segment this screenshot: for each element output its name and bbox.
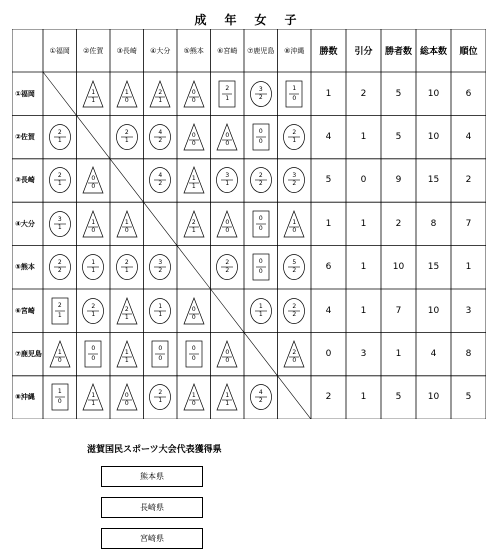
match-winners: 0 xyxy=(91,226,96,234)
loss-triangle-mark xyxy=(82,383,104,411)
column-header-team: ②佐賀 xyxy=(83,46,104,55)
row-header-team: ⑦鹿児島 xyxy=(15,350,42,359)
match-cell xyxy=(177,202,211,245)
match-cell xyxy=(43,159,77,202)
match-winners: 1 xyxy=(91,96,96,104)
match-points: 2 xyxy=(57,129,62,137)
match-cell xyxy=(278,159,312,202)
stat-value: 1 xyxy=(325,88,332,99)
match-points: 2 xyxy=(124,129,129,137)
stat-value: 6 xyxy=(325,262,332,273)
match-points: 1 xyxy=(91,392,96,400)
match-winners: 1 xyxy=(124,357,129,365)
match-cell xyxy=(177,72,211,115)
match-winners: 0 xyxy=(258,224,263,232)
column-header-team: ④大分 xyxy=(150,46,171,55)
loss-triangle-mark xyxy=(283,210,305,238)
match-points: 0 xyxy=(225,218,230,226)
stat-value: 1 xyxy=(325,218,332,229)
win-circle-mark xyxy=(283,166,305,194)
match-points: 0 xyxy=(258,214,263,222)
win-circle-mark xyxy=(250,383,272,411)
match-cell xyxy=(144,72,178,115)
match-winners: 0 xyxy=(191,313,196,321)
loss-triangle-mark xyxy=(116,340,138,368)
match-winners: 2 xyxy=(292,180,297,188)
column-header-team: ⑧沖縄 xyxy=(284,46,305,55)
loss-triangle-mark xyxy=(283,340,305,368)
match-winners: 2 xyxy=(57,267,62,275)
stat-value: 8 xyxy=(430,218,437,229)
match-points: 0 xyxy=(258,258,263,266)
match-winners: 2 xyxy=(258,93,263,101)
match-cell xyxy=(244,202,278,245)
match-points: 2 xyxy=(57,172,62,180)
match-points: 0 xyxy=(258,128,263,136)
row-header-team: ⑧沖縄 xyxy=(15,393,35,402)
match-cell xyxy=(211,115,245,158)
stat-value: 15 xyxy=(427,262,440,273)
win-circle-mark xyxy=(49,166,71,194)
match-cell xyxy=(110,332,144,375)
row-header-team: ②佐賀 xyxy=(15,133,35,142)
match-points: 0 xyxy=(91,345,96,353)
match-points: 0 xyxy=(191,132,196,140)
match-points: 4 xyxy=(158,172,163,180)
row-header-team: ①福岡 xyxy=(15,89,35,98)
stat-value: 8 xyxy=(465,349,472,360)
match-points: 1 xyxy=(191,175,196,183)
match-cell xyxy=(144,246,178,289)
match-winners: 0 xyxy=(258,268,263,276)
match-cell xyxy=(110,289,144,332)
match-winners: 1 xyxy=(225,180,230,188)
match-winners: 0 xyxy=(292,357,297,365)
loss-triangle-mark xyxy=(216,383,238,411)
match-cell xyxy=(43,115,77,158)
match-points: 2 xyxy=(124,259,129,267)
stat-value: 3 xyxy=(360,349,367,360)
match-cell xyxy=(177,246,211,289)
stat-value: 7 xyxy=(395,305,402,316)
match-cell xyxy=(244,332,278,375)
match-cell xyxy=(43,332,77,375)
match-points: 2 xyxy=(292,349,297,357)
win-circle-mark xyxy=(82,253,104,281)
match-winners: 2 xyxy=(158,137,163,145)
match-points: 1 xyxy=(292,84,297,92)
stat-value: 5 xyxy=(395,392,402,403)
draw-square-mark xyxy=(250,123,272,151)
stat-value: 1 xyxy=(360,305,367,316)
match-cell xyxy=(278,246,312,289)
match-cell xyxy=(177,289,211,332)
match-points: 2 xyxy=(124,305,129,313)
match-points: 1 xyxy=(258,302,263,310)
match-points: 3 xyxy=(158,259,163,267)
stat-value: 1 xyxy=(360,262,367,273)
match-points: 1 xyxy=(91,218,96,226)
loss-triangle-mark xyxy=(216,123,238,151)
match-points: 0 xyxy=(158,345,163,353)
match-points: 1 xyxy=(57,388,62,396)
match-winners: 2 xyxy=(158,180,163,188)
match-winners: 1 xyxy=(57,137,62,145)
match-cell xyxy=(244,115,278,158)
win-circle-mark xyxy=(216,253,238,281)
award-prefecture-box: 宮崎県 xyxy=(101,528,203,549)
league-table xyxy=(12,29,486,419)
match-cell xyxy=(77,332,111,375)
match-winners: 0 xyxy=(258,138,263,146)
match-cell xyxy=(77,246,111,289)
draw-square-mark xyxy=(250,210,272,238)
match-cell xyxy=(110,246,144,289)
match-points: 2 xyxy=(292,302,297,310)
match-winners: 1 xyxy=(91,267,96,275)
match-points: 4 xyxy=(158,129,163,137)
match-winners: 0 xyxy=(292,226,297,234)
stat-value: 2 xyxy=(325,392,332,403)
stat-value: 0 xyxy=(325,349,332,360)
match-winners: 0 xyxy=(124,96,129,104)
match-winners: 0 xyxy=(225,226,230,234)
stat-value: 5 xyxy=(395,132,402,143)
loss-triangle-mark xyxy=(183,80,205,108)
match-cell xyxy=(211,159,245,202)
match-cell xyxy=(244,289,278,332)
match-points: 3 xyxy=(292,172,297,180)
column-header-stat: 順位 xyxy=(459,47,478,57)
match-points: 3 xyxy=(258,85,263,93)
match-winners: 2 xyxy=(225,267,230,275)
match-cell xyxy=(77,72,111,115)
match-cell xyxy=(77,202,111,245)
win-circle-mark xyxy=(149,123,171,151)
match-cell xyxy=(77,376,111,419)
match-cell xyxy=(43,376,77,419)
loss-triangle-mark xyxy=(82,210,104,238)
match-winners: 1 xyxy=(191,226,196,234)
match-winners: 0 xyxy=(124,226,129,234)
match-points: 0 xyxy=(91,175,96,183)
win-circle-mark xyxy=(116,123,138,151)
match-winners: 2 xyxy=(258,180,263,188)
stat-value: 4 xyxy=(465,132,472,143)
match-points: 1 xyxy=(191,392,196,400)
match-winners: 0 xyxy=(191,355,196,363)
stat-value: 1 xyxy=(395,349,402,360)
draw-square-mark xyxy=(49,383,71,411)
win-circle-mark xyxy=(49,253,71,281)
match-winners: 1 xyxy=(258,310,263,318)
win-circle-mark xyxy=(116,253,138,281)
match-winners: 0 xyxy=(191,96,196,104)
match-cell xyxy=(110,376,144,419)
match-points: 0 xyxy=(225,132,230,140)
match-winners: 0 xyxy=(124,400,129,408)
win-circle-mark xyxy=(149,383,171,411)
match-cell xyxy=(211,202,245,245)
match-points: 1 xyxy=(124,88,129,96)
win-circle-mark xyxy=(250,80,272,108)
column-header-stat: 勝者数 xyxy=(384,47,412,57)
win-circle-mark xyxy=(216,166,238,194)
column-header-team: ①福岡 xyxy=(49,46,70,55)
loss-triangle-mark xyxy=(116,297,138,325)
match-winners: 2 xyxy=(292,267,297,275)
match-cell xyxy=(144,159,178,202)
loss-triangle-mark xyxy=(149,80,171,108)
win-circle-mark xyxy=(283,297,305,325)
match-cell xyxy=(177,115,211,158)
row-header-team: ④大分 xyxy=(15,219,35,228)
match-points: 3 xyxy=(57,215,62,223)
stat-value: 2 xyxy=(360,88,367,99)
match-cell xyxy=(144,115,178,158)
match-winners: 1 xyxy=(158,310,163,318)
row-header-team: ⑤熊本 xyxy=(15,263,35,272)
match-winners: 2 xyxy=(292,310,297,318)
match-points: 0 xyxy=(124,392,129,400)
match-cell xyxy=(43,289,77,332)
match-winners: 0 xyxy=(158,355,163,363)
match-points: 2 xyxy=(158,389,163,397)
loss-triangle-mark xyxy=(116,383,138,411)
stat-value: 7 xyxy=(465,218,472,229)
column-header-team: ③長崎 xyxy=(116,46,137,55)
award-title: 滋賀国民スポーツ大会代表獲得県 xyxy=(87,445,222,455)
match-winners: 1 xyxy=(158,96,163,104)
match-winners: 2 xyxy=(258,397,263,405)
match-points: 0 xyxy=(191,305,196,313)
stat-value: 0 xyxy=(360,175,367,186)
column-header-stat: 引分 xyxy=(354,47,373,57)
win-circle-mark xyxy=(250,297,272,325)
match-cell xyxy=(211,376,245,419)
match-points: 5 xyxy=(292,259,297,267)
loss-triangle-mark xyxy=(183,297,205,325)
match-winners: 1 xyxy=(57,180,62,188)
win-circle-mark xyxy=(250,166,272,194)
match-winners: 1 xyxy=(158,397,163,405)
win-circle-mark xyxy=(82,297,104,325)
match-cell xyxy=(177,332,211,375)
stat-value: 15 xyxy=(427,175,440,186)
win-circle-mark xyxy=(49,210,71,238)
match-points: 0 xyxy=(191,88,196,96)
match-cell xyxy=(77,289,111,332)
draw-square-mark xyxy=(183,340,205,368)
stat-value: 1 xyxy=(360,132,367,143)
stat-value: 10 xyxy=(427,392,440,403)
draw-square-mark xyxy=(250,253,272,281)
match-points: 2 xyxy=(57,259,62,267)
match-cell xyxy=(110,159,144,202)
win-circle-mark xyxy=(149,166,171,194)
match-cell xyxy=(144,376,178,419)
stat-value: 1 xyxy=(360,218,367,229)
match-winners: 0 xyxy=(225,357,230,365)
match-winners: 1 xyxy=(124,137,129,145)
loss-triangle-mark xyxy=(49,340,71,368)
match-points: 4 xyxy=(258,389,263,397)
loss-triangle-mark xyxy=(116,210,138,238)
match-cell xyxy=(177,159,211,202)
match-winners: 0 xyxy=(225,140,230,148)
stat-value: 1 xyxy=(360,392,367,403)
award-prefecture-box: 熊本県 xyxy=(101,466,203,487)
row-header-team: ③長崎 xyxy=(15,176,35,185)
row-header-team: ⑥宮崎 xyxy=(15,306,35,315)
match-cell xyxy=(211,72,245,115)
draw-square-mark xyxy=(49,297,71,325)
stat-value: 2 xyxy=(465,175,472,186)
match-cell xyxy=(278,202,312,245)
column-header-team: ⑤熊本 xyxy=(183,46,204,55)
match-cell xyxy=(278,72,312,115)
match-cell xyxy=(43,202,77,245)
match-winners: 1 xyxy=(124,267,129,275)
match-winners: 1 xyxy=(225,400,230,408)
stat-value: 10 xyxy=(427,132,440,143)
match-points: 2 xyxy=(225,259,230,267)
award-prefecture-box: 長崎県 xyxy=(101,497,203,518)
match-points: 2 xyxy=(158,88,163,96)
match-cell xyxy=(278,289,312,332)
stat-value: 10 xyxy=(427,88,440,99)
match-winners: 1 xyxy=(91,400,96,408)
match-points: 1 xyxy=(91,88,96,96)
draw-square-mark xyxy=(283,80,305,108)
loss-triangle-mark xyxy=(82,166,104,194)
match-winners: 0 xyxy=(91,183,96,191)
match-cell xyxy=(110,115,144,158)
match-cell xyxy=(110,72,144,115)
win-circle-mark xyxy=(149,253,171,281)
stat-value: 4 xyxy=(325,305,332,316)
stat-value: 5 xyxy=(325,175,332,186)
loss-triangle-mark xyxy=(183,123,205,151)
match-cell xyxy=(144,332,178,375)
match-points: 2 xyxy=(191,218,196,226)
match-winners: 0 xyxy=(191,400,196,408)
loss-triangle-mark xyxy=(216,340,238,368)
draw-square-mark xyxy=(149,340,171,368)
win-circle-mark xyxy=(283,253,305,281)
match-winners: 1 xyxy=(91,310,96,318)
match-winners: 1 xyxy=(191,183,196,191)
win-circle-mark xyxy=(149,297,171,325)
draw-square-mark xyxy=(82,340,104,368)
match-winners: 1 xyxy=(225,94,230,102)
match-cell xyxy=(43,72,77,115)
match-points: 2 xyxy=(91,302,96,310)
stat-value: 6 xyxy=(465,88,472,99)
match-cell xyxy=(244,246,278,289)
match-cell xyxy=(110,202,144,245)
column-header-stat: 総本数 xyxy=(419,47,447,57)
match-points: 2 xyxy=(292,129,297,137)
stat-value: 10 xyxy=(392,262,405,273)
match-winners: 1 xyxy=(124,313,129,321)
match-points: 1 xyxy=(57,349,62,357)
match-cell xyxy=(278,376,312,419)
match-points: 1 xyxy=(292,218,297,226)
stat-value: 3 xyxy=(465,305,472,316)
match-cell xyxy=(244,376,278,419)
loss-triangle-mark xyxy=(183,210,205,238)
match-cell xyxy=(177,376,211,419)
column-header-team: ⑦鹿児島 xyxy=(247,46,275,55)
stat-value: 4 xyxy=(325,132,332,143)
stat-value: 9 xyxy=(395,175,402,186)
match-cell xyxy=(43,246,77,289)
match-points: 2 xyxy=(225,84,230,92)
win-circle-mark xyxy=(283,123,305,151)
match-cell xyxy=(211,289,245,332)
loss-triangle-mark xyxy=(116,80,138,108)
match-cell xyxy=(278,115,312,158)
match-winners: 0 xyxy=(292,94,297,102)
match-points: 1 xyxy=(225,392,230,400)
match-winners: 0 xyxy=(191,140,196,148)
win-circle-mark xyxy=(49,123,71,151)
match-winners: 0 xyxy=(57,398,62,406)
match-cell xyxy=(211,246,245,289)
loss-triangle-mark xyxy=(183,383,205,411)
match-winners: 2 xyxy=(158,267,163,275)
match-winners: 0 xyxy=(57,357,62,365)
stat-value: 2 xyxy=(395,218,402,229)
match-winners: 1 xyxy=(57,311,62,319)
match-points: 1 xyxy=(124,349,129,357)
stat-value: 10 xyxy=(427,305,440,316)
match-cell xyxy=(244,159,278,202)
match-cell xyxy=(77,159,111,202)
match-cell xyxy=(144,289,178,332)
match-points: 1 xyxy=(124,218,129,226)
match-points: 0 xyxy=(191,345,196,353)
draw-square-mark xyxy=(216,80,238,108)
stat-value: 4 xyxy=(430,349,437,360)
match-points: 3 xyxy=(225,172,230,180)
column-header-stat: 勝数 xyxy=(319,47,338,57)
page-title: 成 年 女 子 xyxy=(194,13,300,27)
match-winners: 1 xyxy=(292,137,297,145)
loss-triangle-mark xyxy=(82,80,104,108)
match-winners: 1 xyxy=(57,223,62,231)
stat-value: 1 xyxy=(465,262,472,273)
match-points: 1 xyxy=(158,302,163,310)
match-cell xyxy=(244,72,278,115)
loss-triangle-mark xyxy=(183,166,205,194)
stat-value: 5 xyxy=(395,88,402,99)
loss-triangle-mark xyxy=(216,210,238,238)
match-points: 0 xyxy=(225,349,230,357)
match-cell xyxy=(77,115,111,158)
match-cell xyxy=(278,332,312,375)
match-points: 2 xyxy=(258,172,263,180)
stat-value: 5 xyxy=(465,392,472,403)
match-cell xyxy=(144,202,178,245)
match-points: 2 xyxy=(57,301,62,309)
column-header-team: ⑥宮崎 xyxy=(217,46,238,55)
match-winners: 0 xyxy=(91,355,96,363)
match-cell xyxy=(211,332,245,375)
match-points: 1 xyxy=(91,259,96,267)
